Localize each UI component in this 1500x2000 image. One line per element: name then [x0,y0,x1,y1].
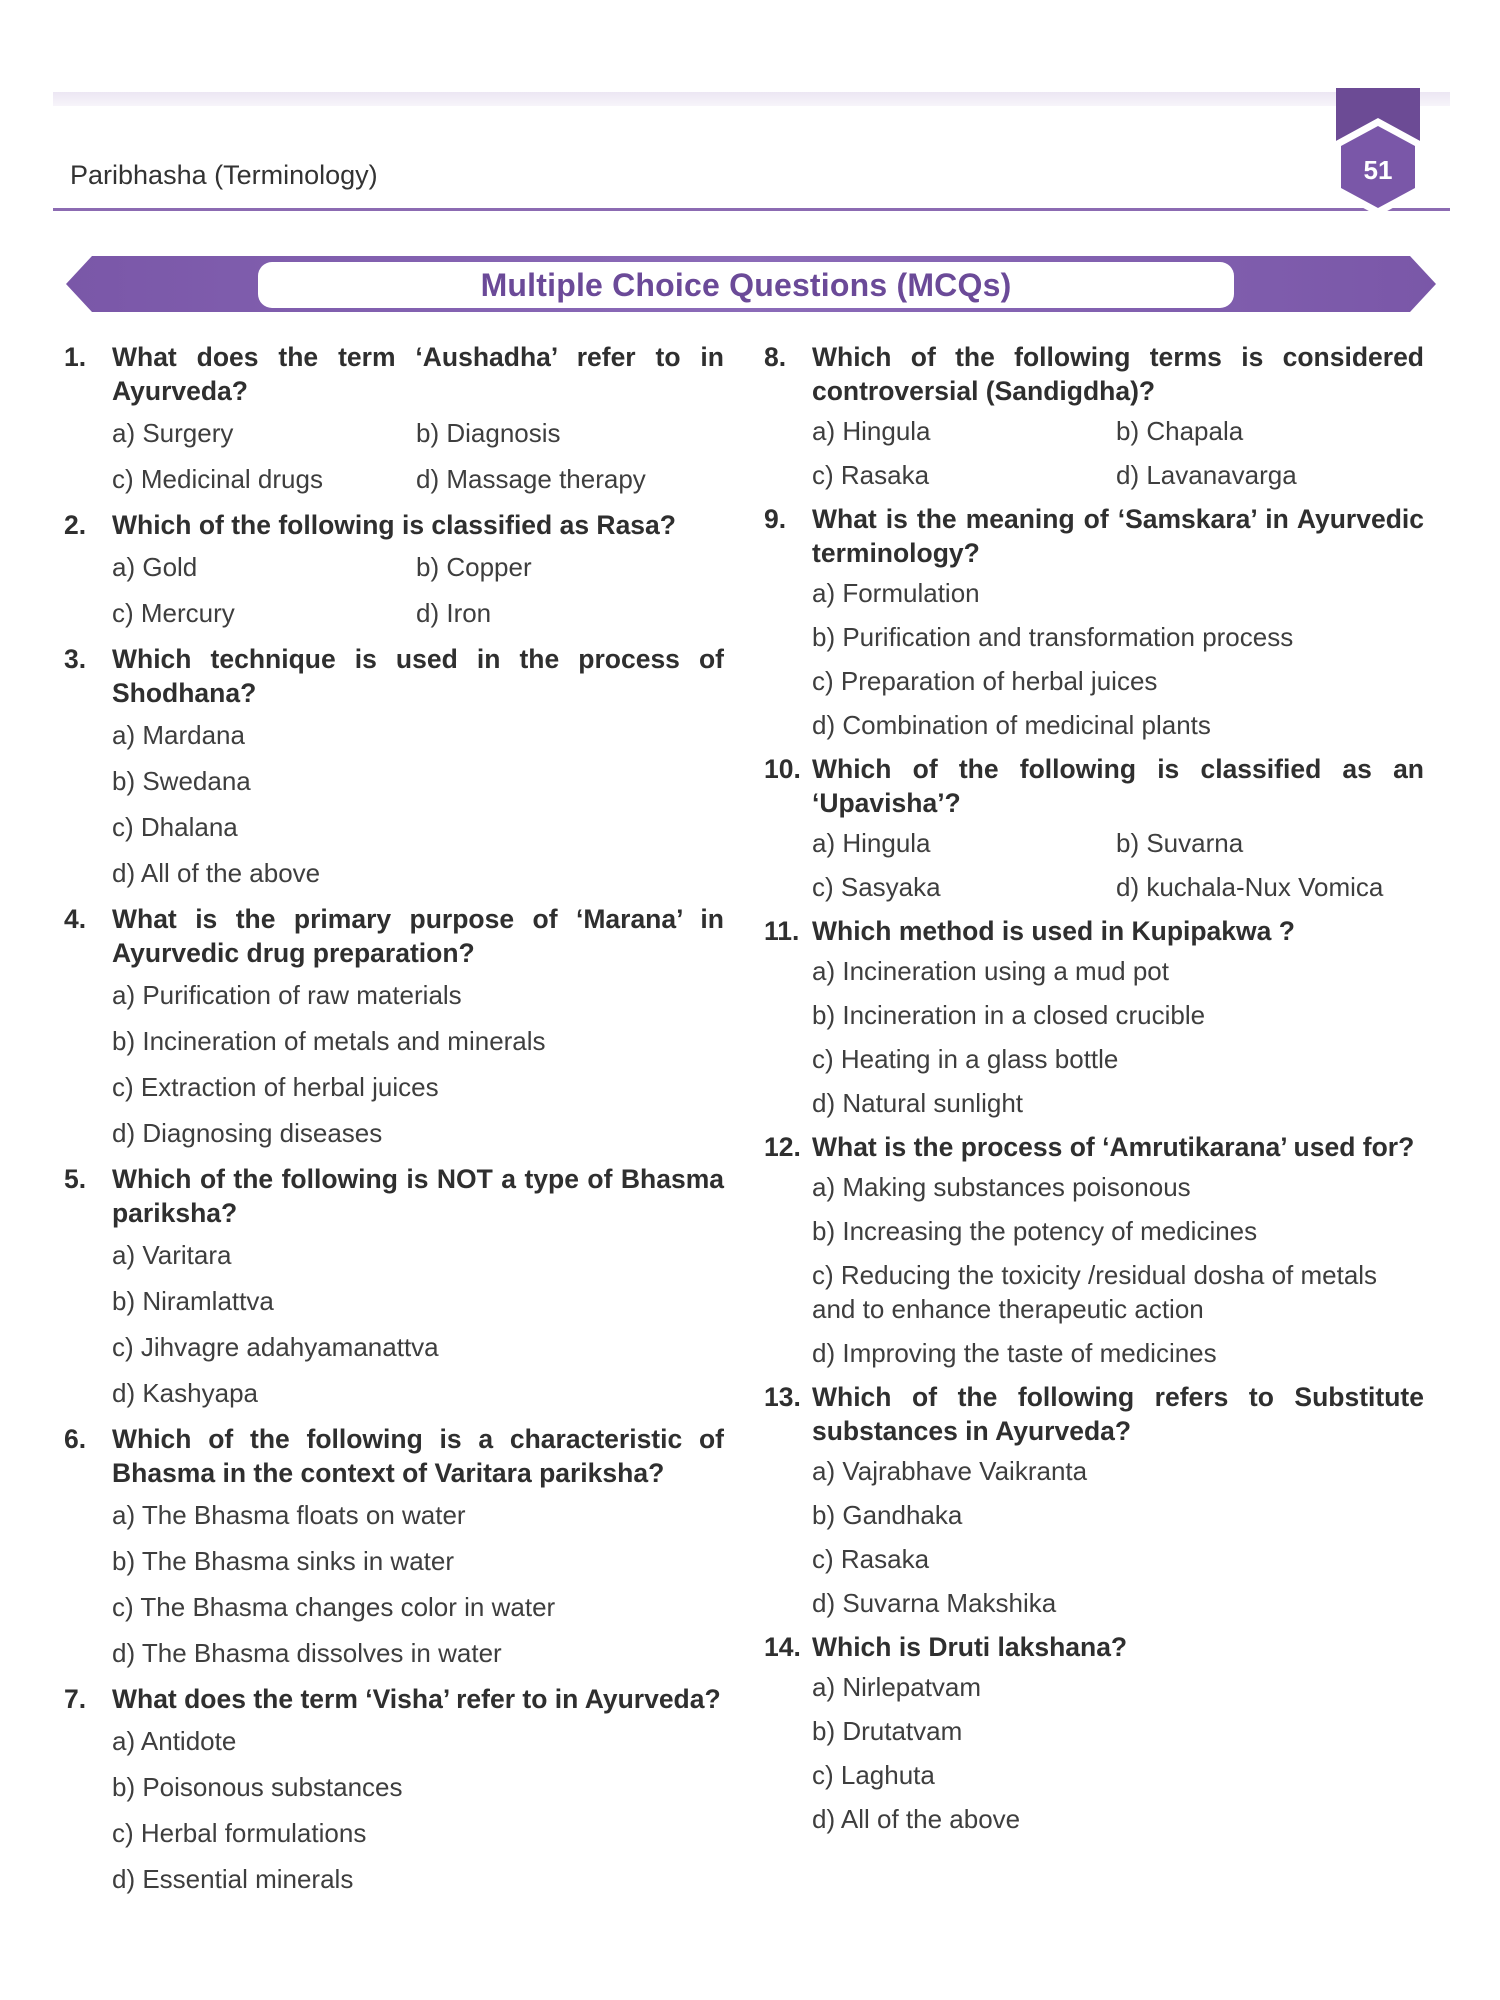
option-d: d) Diagnosing diseases [112,1118,383,1148]
chapter-title: Paribhasha (Terminology) [70,160,378,190]
question-number: 1. [64,342,87,372]
mcq-banner [258,262,1234,308]
option-c: c) Heating in a glass bottle [812,1044,1119,1074]
question-number: 2. [64,510,87,540]
option-a: a) Antidote [112,1726,237,1756]
option-d: d) All of the above [112,858,321,888]
option-c: c) Medicinal drugs [112,464,323,494]
option-b: b) Incineration of metals and minerals [112,1026,546,1056]
question-12 [764,1130,1424,1370]
option-b: b) Gandhaka [812,1500,963,1530]
question-text: Which of the following is NOT a type of Bhasma pariksha? [112,1164,724,1228]
mcq-banner-title: Multiple Choice Questions (MCQs) [480,266,1012,303]
option-d: d) Suvarna Makshika [812,1588,1057,1618]
option-b: b) Chapala [1116,416,1244,446]
question-text: Which of the following is classified as Rasa? [112,510,676,540]
question-4 [64,902,724,1150]
option-c: c) Laghuta [812,1760,935,1790]
option-c: c) Rasaka [812,460,930,490]
option-d: d) The Bhasma dissolves in water [112,1638,502,1668]
option-c: c) Extraction of herbal juices [112,1072,439,1102]
option-c: c) Dhalana [112,812,238,842]
question-number: 6. [64,1424,87,1454]
option-c: c) Herbal formulations [112,1818,367,1848]
option-a: a) Surgery [112,418,234,448]
question-3 [64,642,724,890]
question-number: 12. [764,1132,801,1162]
option-b: b) Purification and transformation process [812,622,1294,652]
option-c: c) Jihvagre adahyamanattva [112,1332,439,1362]
page-number: 51 [1363,155,1393,185]
question-number: 8. [764,342,787,372]
left-column [64,340,724,1908]
question-text: What does the term ‘Visha’ refer to in Ayurveda? [112,1684,721,1714]
question-2 [64,508,724,642]
option-b: b) Copper [416,552,532,582]
option-a: a) Nirlepatvam [812,1672,982,1702]
option-a: a) Hingula [812,416,931,446]
option-d: d) Essential minerals [112,1864,354,1894]
option-d: d) Lavanavarga [1116,460,1297,490]
question-number: 4. [64,904,87,934]
option-c: c) Sasyaka [812,872,941,902]
option-b: b) The Bhasma sinks in water [112,1546,454,1576]
option-d: d) Kashyapa [112,1378,258,1408]
question-5 [64,1162,724,1410]
question-text: Which of the following is classified as an ‘Upavisha’? [812,754,1424,818]
option-a: a) Purification of raw materials [112,980,462,1010]
option-b: b) Poisonous substances [112,1772,403,1802]
question-text: Which of the following refers to Substitute substances in Ayurveda? [812,1382,1424,1446]
question-text: Which of the following terms is considered controversial (Sandigdha)? [812,342,1424,406]
option-b: b) Increasing the potency of medicines [812,1216,1258,1246]
option-a: a) Vajrabhave Vaikranta [812,1456,1088,1486]
option-d: d) Massage therapy [416,464,646,494]
question-1 [64,340,724,508]
question-number: 13. [764,1382,801,1412]
question-number: 10. [764,754,801,784]
question-11 [764,914,1424,1120]
option-b: b) Suvarna [1116,828,1244,858]
question-7 [64,1682,724,1896]
option-a: a) Varitara [112,1240,232,1270]
question-number: 3. [64,644,87,674]
question-8 [764,340,1424,502]
question-text: What is the process of ‘Amrutikarana’ used for? [812,1132,1415,1162]
option-b: b) Niramlattva [112,1286,274,1316]
option-c: c) Preparation of herbal juices [812,666,1158,696]
header-divider [53,208,1450,211]
option-c: c) Mercury [112,598,235,628]
question-text: What is the meaning of ‘Samskara’ in Ayurvedic terminology? [812,504,1424,568]
option-a: a) Making substances poisonous [812,1172,1191,1202]
option-c: c) Rasaka [812,1544,930,1574]
option-a: a) The Bhasma floats on water [112,1500,466,1530]
question-9 [764,502,1424,742]
option-b: b) Incineration in a closed crucible [812,1000,1206,1030]
option-d: d) All of the above [812,1804,1021,1834]
question-14 [764,1630,1424,1836]
option-b: b) Drutatvam [812,1716,963,1746]
question-number: 9. [764,504,787,534]
question-number: 5. [64,1164,87,1194]
question-text: Which method is used in Kupipakwa ? [812,916,1295,946]
question-text: Which is Druti lakshana? [812,1632,1128,1662]
question-text: Which of the following is a characteristic of Bhasma in the context of Varitara pariksha? [112,1424,724,1488]
question-number: 11. [764,916,800,946]
option-b: b) Swedana [112,766,251,796]
option-d: d) Improving the taste of medicines [812,1338,1217,1368]
option-d: d) Natural sunlight [812,1088,1023,1118]
right-column [764,340,1424,1846]
option-d: d) kuchala-Nux Vomica [1116,872,1384,902]
option-c: c) Reducing the toxicity /residual dosha of metals and to enhance therapeutic action [812,1260,1378,1324]
option-a: a) Hingula [812,828,931,858]
question-text: What is the primary purpose of ‘Marana’ in Ayurvedic drug preparation? [112,904,724,968]
option-d: d) Combination of medicinal plants [812,710,1211,740]
question-10 [764,752,1424,914]
question-text: Which technique is used in the process of Shodhana? [112,644,724,708]
option-a: a) Formulation [812,578,980,608]
question-number: 7. [64,1684,87,1714]
question-13 [764,1380,1424,1620]
option-a: a) Incineration using a mud pot [812,956,1169,986]
question-6 [64,1422,724,1670]
question-text: What does the term ‘Aushadha’ refer to in Ayurveda? [112,342,724,406]
header-top-bar [53,92,1450,106]
option-a: a) Gold [112,552,198,582]
question-number: 14. [764,1632,801,1662]
option-c: c) The Bhasma changes color in water [112,1592,556,1622]
option-d: d) Iron [416,598,492,628]
option-a: a) Mardana [112,720,245,750]
option-b: b) Diagnosis [416,418,561,448]
